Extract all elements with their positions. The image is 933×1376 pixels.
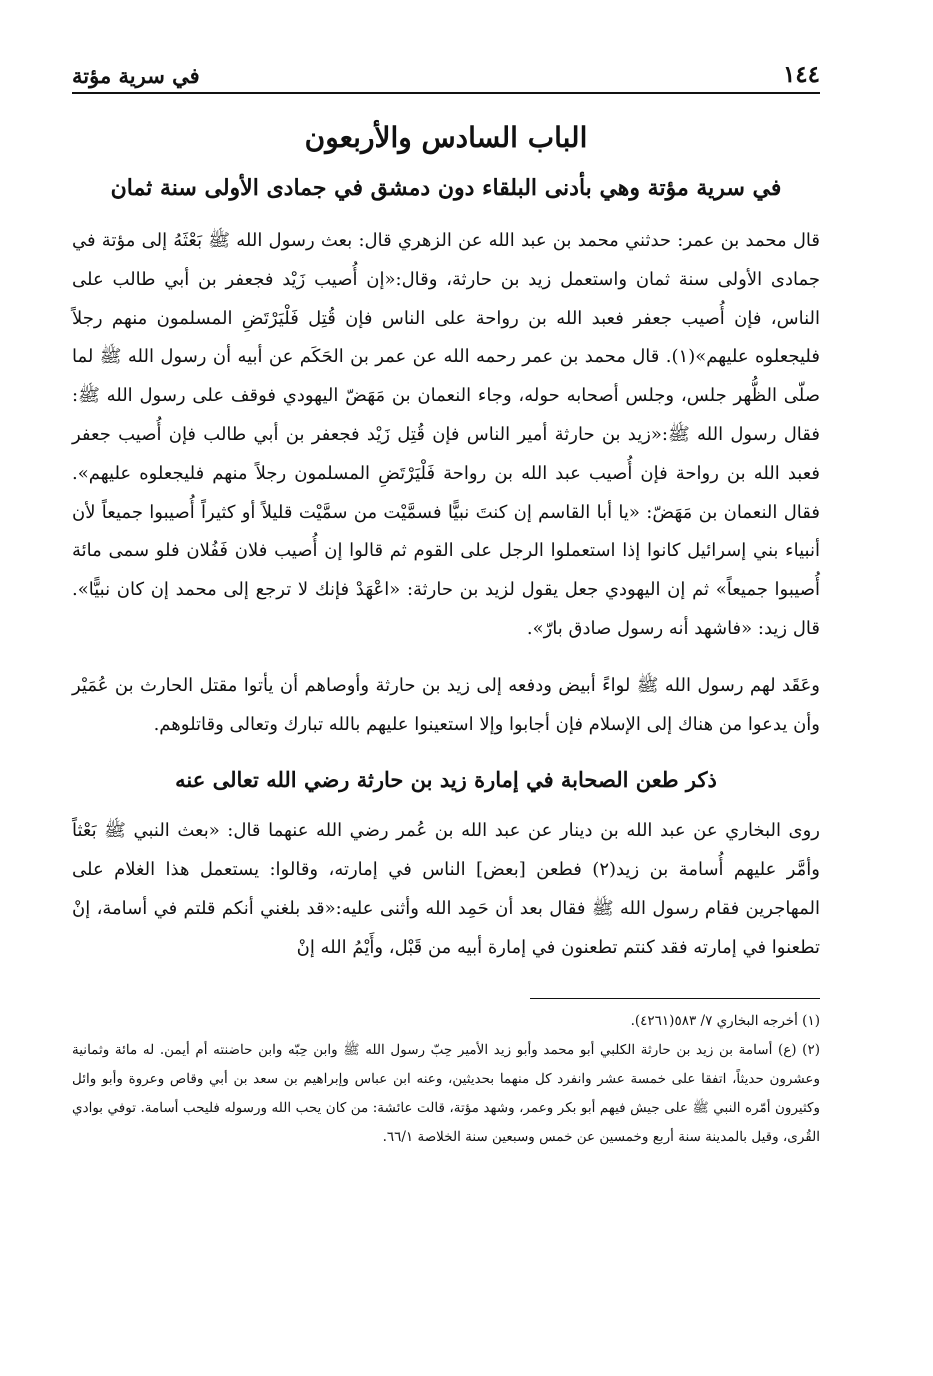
book-page (72, 46, 820, 1152)
running-title: في سرية مؤتة (72, 63, 200, 88)
body-paragraph: قال محمد بن عمر: حدثني محمد بن عبد الله عن الزهري قال: بعث رسول الله ﷺ بَعْثَهُ إلى مؤتة في جمادى الأولى سنة ثمان واستعمل زيد بن حارثة، وقال:«إن أُصيب زَيْد فجعفر بن أبي طالب على الناس، فإن أُصيب جعفر فعبد الله بن رواحة على الناس فإن قُتِل فَلْيَرْتَضِ المسلمون منهم رجلاً فليجعلوه عليهم»(١). قال محمد بن عمر رحمه الله عن عمر بن الحَكَم عن أبيه أن رسول الله ﷺ لما صلّى الظُّهر جلس، وجلس أصحابه حوله، وجاء النعمان بن مَهَضّ اليهودي فوقف على رسول الله ﷺ: فقال رسول الله ﷺ:«زيد بن حارثة أمير الناس فإن قُتِل زَيْد فجعفر بن أبي طالب فإن أُصيب جعفر فعبد الله بن رواحة فإن أُصيب عبد الله بن رواحة فَلْيَرْتَضِ المسلمون رجلاً منهم فليجعلوه عليهم». فقال النعمان بن مَهَضّ: «يا أبا القاسم إن كنتَ نبيًّا فسمَّيْت من سمَّيْت قليلاً أو كثيراً أُصيبوا جميعاً لأن أنبياء بني إسرائيل كانوا إذا استعملوا الرجل على القوم ثم قالوا إن أُصيب فلان فَفُلان فلو سمى مائة أُصيبوا جميعاً» ثم إن اليهودي جعل يقول لزيد بن حارثة: «اعْهَدْ فإنك لا ترجع إلى محمد إن كان نبيًّا». قال زيد: «فاشهد أنه رسول صادق بارّ». (72, 230, 821, 639)
page-number: ١٤٤ (782, 61, 820, 88)
body-paragraph: وعَقَد لهم رسول الله ﷺ لواءً أبيض ودفعه إلى زيد بن حارثة وأوصاهم أن يأتوا مقتل الحارث بن عُمَيْر وأن يدعوا من هناك إلى الإسلام فإن أجابوا وإلا استعينوا عليهم بالله تبارك وتعالى وقاتلوهم. (72, 674, 820, 735)
chapter-subtitle: في سرية مؤتة وهي بأدنى البلقاء دون دمشق في جمادى الأولى سنة ثمان (110, 175, 782, 201)
chapter-title: الباب السادس والأربعون (304, 121, 588, 154)
header-rule (72, 92, 820, 94)
running-header (72, 46, 820, 88)
footnote-rule (530, 998, 820, 999)
footnote: (٢) (ع) أسامة بن زيد بن حارثة الكلبي أبو محمد وأبو زيد الأمير حِبّ رسول الله ﷺ وابن حِبّه وابن حاضنته أم أيمن. له مائة وثمانية وعشرون حديثاً، اتفقا على خمسة عشر وانفرد كل منهما بحديثين، وعنه ابن عباس وإبراهيم بن سعد بن أبي وقاص وعروة وأبو وائل وكثيرون أمّره النبي ﷺ على جيش فيهم أبو بكر وعمر، وشهد مؤتة، قالت عائشة: من كان يحب الله ورسوله فليحب أسامة. توفي بوادي القُرى، وقيل بالمدينة سنة أربع وخمسين عن خمس وسبعين سنة الخلاصة ٦٦/١. (72, 1041, 820, 1145)
section-paragraph: روى البخاري عن عبد الله بن دينار عن عبد الله بن عُمر رضي الله عنهما قال: «بعث النبي ﷺ بَعْثاً وأمَّر عليهم أُسامة بن زيد(٢) فطعن [بعض] الناس في إمارته، وقالوا: يستعمل هذا الغلام على المهاجرين فقام رسول الله ﷺ فقال بعد أن حَمِد الله وأثنى عليه:«قد بلغني أنكم قلتم في أسامة، إنْ تطعنوا في إمارته فقد كنتم تطعنون في إمارة أبيه من قَبْل، وأَيْمُ الله إنْ (72, 820, 820, 958)
footnote: (١) أخرجه البخاري ٧/ ٥٨٣(٤٢٦١). (630, 1012, 820, 1029)
section-title: ذكر طعن الصحابة في إمارة زيد بن حارثة رضي الله تعالى عنه (175, 767, 717, 793)
footnotes (72, 1007, 820, 1152)
